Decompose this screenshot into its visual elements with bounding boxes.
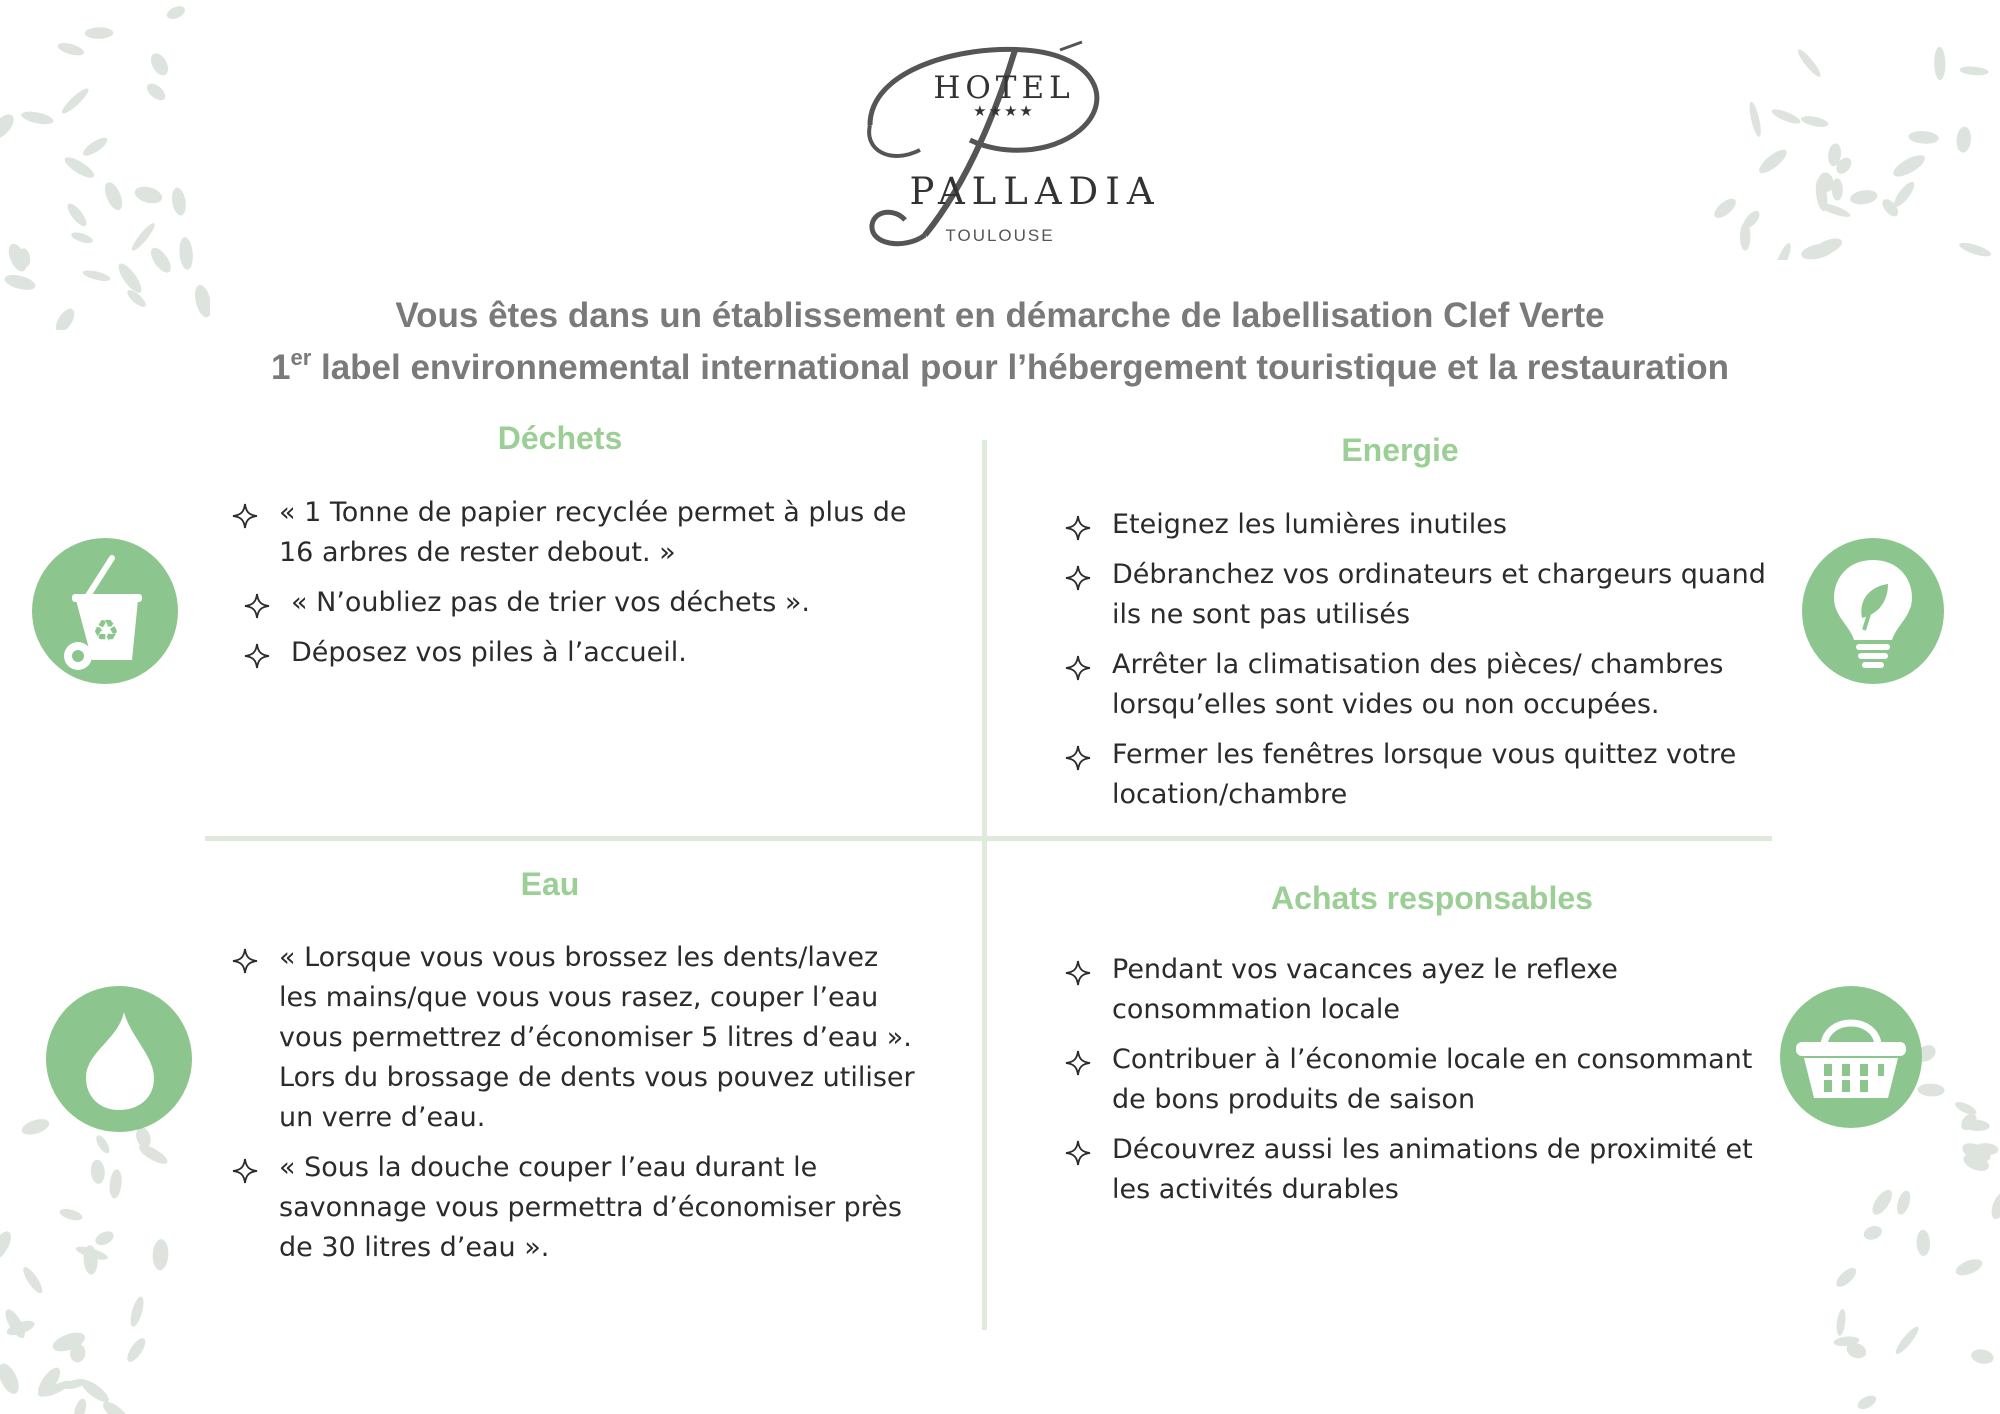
headline-ordinal-number: 1: [270, 348, 291, 387]
list-eau: [232, 938, 922, 1278]
star-bullet-icon: [1065, 1138, 1091, 1164]
star-bullet-icon: [1065, 1048, 1091, 1074]
water-drop-icon: [46, 986, 192, 1132]
list-item: « Lorsque vous vous brossez les dents/lavez les mains/que vous vous rasez, couper l’eau vous permettrez d’économiser 5 litres d’eau ». Lors du brossage de dents vous pouvez utiliser un verre d’eau.: [232, 938, 922, 1138]
star-bullet-icon: [1065, 958, 1091, 984]
headline-line-2-text: label environnemental international pour l’hébergement touristique et la restauration: [311, 348, 1730, 387]
leaf-pattern-bottom-left: [0, 1094, 170, 1414]
leaf-pattern-top-right: [1710, 0, 2000, 260]
headline-line-2: [0, 345, 2000, 388]
lightbulb-leaf-icon: [1802, 538, 1944, 684]
logo-name-text: PALLADIA: [909, 170, 1161, 213]
star-bullet-icon: [232, 501, 258, 527]
headline-ordinal-suffix: er: [290, 345, 312, 370]
palladia-p-monogram-icon: [850, 30, 1150, 255]
hotel-logo: [850, 30, 1161, 255]
horizontal-divider: [205, 836, 1772, 841]
list-achats: [1065, 950, 1765, 1220]
list-item: Débranchez vos ordinateurs et chargeurs quand ils ne sont pas utilisés: [1065, 555, 1795, 635]
section-title-energie: Energie: [1341, 432, 1459, 468]
vertical-divider: [982, 440, 987, 1330]
star-bullet-icon: [1065, 563, 1091, 589]
recycling-bin-icon: [32, 538, 178, 684]
logo-hotel-text: HOTEL: [933, 70, 1075, 106]
section-title-eau: Eau: [520, 866, 580, 902]
star-bullet-icon: [244, 641, 270, 667]
star-bullet-icon: [232, 946, 258, 972]
list-item: Eteignez les lumières inutiles: [1065, 505, 1795, 545]
list-energie: [1065, 505, 1795, 825]
list-item: Arrêter la climatisation des pièces/ chambres lorsqu’elles sont vides ou non occupées.: [1065, 645, 1795, 725]
list-item: « 1 Tonne de papier recyclée permet à plus de 16 arbres de rester debout. »: [232, 493, 912, 573]
star-bullet-icon: [1065, 743, 1091, 769]
section-title-dechets: Déchets: [497, 420, 623, 456]
leaf-pattern-top-left: [0, 0, 210, 330]
list-item: « N’oubliez pas de trier vos déchets ».: [244, 583, 912, 623]
headline-line-1: Vous êtes dans un établissement en démarche de labellisation Clef Verte: [395, 296, 1605, 335]
logo-stars: ★★★★: [973, 102, 1035, 120]
star-bullet-icon: [1065, 653, 1091, 679]
list-item: Contribuer à l’économie locale en consommant de bons produits de saison: [1065, 1040, 1765, 1120]
shopping-basket-icon: [1780, 986, 1922, 1128]
logo-city-text: TOULOUSE: [945, 226, 1055, 245]
list-item: Découvrez aussi les animations de proximité et les activités durables: [1065, 1130, 1765, 1210]
star-bullet-icon: [1065, 513, 1091, 539]
list-item: Pendant vos vacances ayez le reflexe consommation locale: [1065, 950, 1765, 1030]
star-bullet-icon: [232, 1156, 258, 1182]
svg-text:♻: ♻: [92, 614, 120, 649]
list-item: Déposez vos piles à l’accueil.: [244, 633, 912, 673]
section-title-achats: Achats responsables: [1271, 880, 1593, 916]
list-item: Fermer les fenêtres lorsque vous quittez votre location/chambre: [1065, 735, 1795, 815]
star-bullet-icon: [244, 591, 270, 617]
list-dechets: [232, 493, 912, 683]
list-item: « Sous la douche couper l’eau durant le savonnage vous permettra d’économiser près de 30 litres d’eau ».: [232, 1148, 922, 1268]
